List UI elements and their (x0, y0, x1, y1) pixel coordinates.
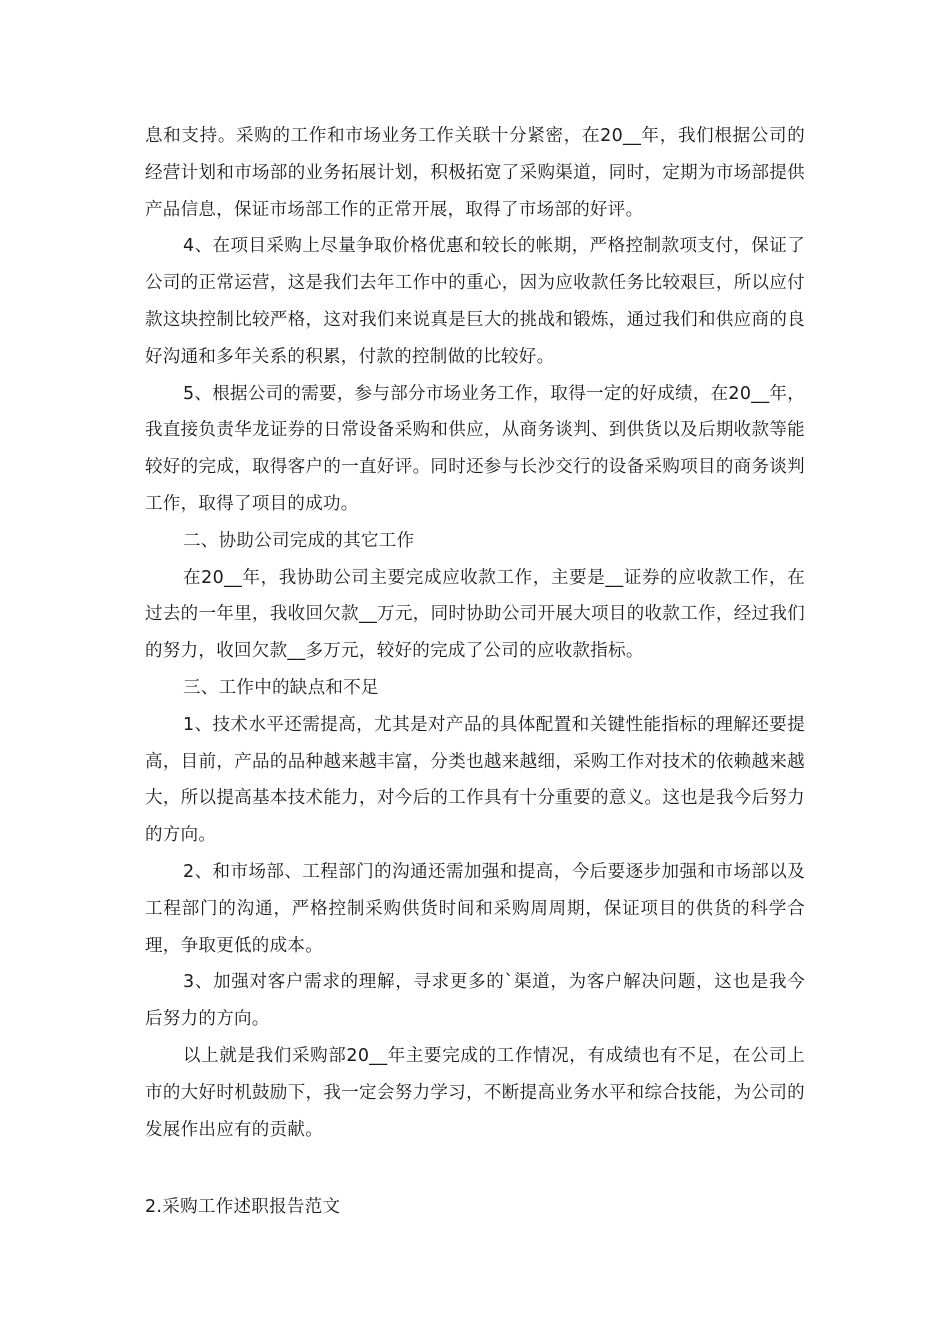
document-body (145, 118, 805, 1148)
next-section-title: 2.采购工作述职报告范文 (145, 1197, 341, 1217)
section-heading-2: 二、协助公司完成的其它工作 (183, 530, 415, 551)
paragraph-shortcoming-1: 1、技术水平还需提高，尤其是对产品的具体配置和关键性能指标的理解还要提高，目前，产品的品种越来越丰富，分类也越来越细，采购工作对技术的依赖越来越大，所以提高基本技术能力，对今后的工作具有十分重要的意义。这也是我今后努力的方向。 (145, 714, 805, 846)
paragraph-item-4: 4、在项目采购上尽量争取价格优惠和较长的帐期，严格控制款项支付，保证了公司的正常运营，这是我们去年工作中的重心，因为应收款任务比较艰巨，所以应付款这块控制比较严格，这对我们来说真是巨大的挑战和锻炼，通过我们和供应商的良好沟通和多年关系的积累，付款的控制做的比较好。 (145, 236, 805, 367)
paragraph-receivables: 在20__年，我协助公司主要完成应收款工作，主要是__证券的应收款工作，在过去的一年里，我收回欠款__万元，同时协助公司开展大项目的收款工作，经过我们的努力，收回欠款__多万元，较好的完成了公司的应收款指标。 (145, 567, 805, 662)
paragraph-conclusion: 以上就是我们采购部20__年主要完成的工作情况，有成绩也有不足，在公司上市的大好时机鼓励下，我一定会努力学习，不断提高业务水平和综合技能，为公司的发展作出应有的贡献。 (145, 1045, 805, 1140)
paragraph-item-5: 5、根据公司的需要，参与部分市场业务工作，取得一定的好成绩，在20__年，我直接负责华龙证券的日常设备采购和供应，从商务谈判、到供货以及后期收款等能较好的完成，取得客户的一直好评。同时还参与长沙交行的设备采购项目的商务谈判工作，取得了项目的成功。 (145, 383, 805, 514)
paragraph-shortcoming-2: 2、和市场部、工程部门的沟通还需加强和提高，今后要逐步加强和市场部以及工程部门的沟通，严格控制采购供货时间和采购周周期，保证项目的供货的科学合理，争取更低的成本。 (145, 861, 805, 956)
paragraph-shortcoming-3: 3、加强对客户需求的理解，寻求更多的`渠道，为客户解决问题，这也是我今后努力的方向。 (145, 972, 805, 1030)
paragraph-continuation: 息和支持。采购的工作和市场业务工作关联十分紧密，在20__年，我们根据公司的经营计划和市场部的业务拓展计划，积极拓宽了采购渠道，同时，定期为市场部提供产品信息，保证市场部工作的正常开展，取得了市场部的好评。 (145, 126, 805, 220)
section-heading-3: 三、工作中的缺点和不足 (183, 677, 379, 698)
